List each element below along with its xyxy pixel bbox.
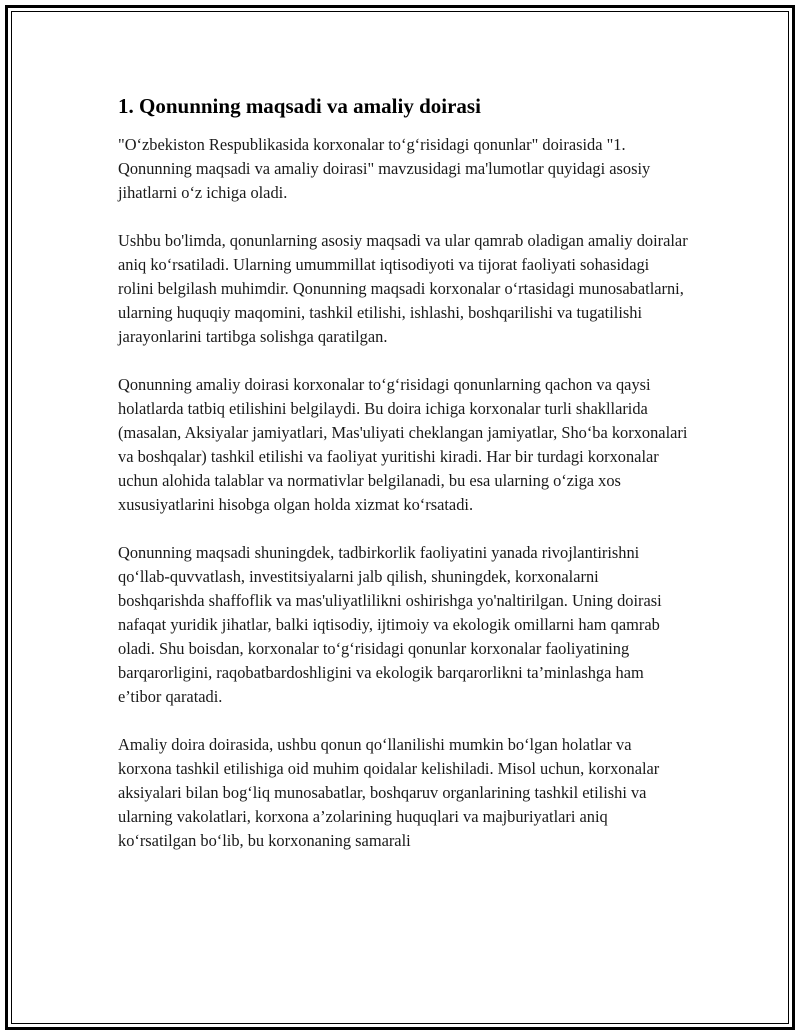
paragraph-goals: Qonunning maqsadi shuningdek, tadbirkorlik faoliyatini yanada rivojlantirishni qo‘llab-quvvatlash, investitsiyalarni jalb qilish, shuningdek, korxonalarni boshqarishda shaffoflik va mas'uliyatlilikni oshirishga yo'naltirilgan. Uning doirasi nafaqat yuridik jihatlar, balki iqtisodiy, ijtimoiy va ekologik omillarni ham qamrab oladi. Shu boisdan, korxonalar to‘g‘risidagi qonunlar korxonalar faoliyatining barqarorligini, raqobatbardoshligini va ekologik barqarorlikni ta’minlashga ham e’tibor qaratadi. (118, 543, 662, 706)
paragraph-intro: "O‘zbekiston Respublikasida korxonalar to‘g‘risidagi qonunlar" doirasida "1. Qonunning maqsadi va amaliy doirasi" mavzusidagi ma'lumotlar quyidagi asosiy jihatlarni o‘z ichiga oladi. (118, 135, 651, 202)
document-body (118, 93, 688, 877)
section-heading: 1. Qonunning maqsadi va amaliy doirasi (118, 94, 481, 118)
paragraph-application: Amaliy doira doirasida, ushbu qonun qo‘llanilishi mumkin bo‘lgan holatlar va korxona tashkil etilishiga oid muhim qoidalar kelishiladi. Misol uchun, korxonalar aksiyalari bilan bog‘liq munosabatlar, boshqaruv organlarining tashkil etilishi va ularning vakolatlari, korxona a’zolarining huquqlari va majburiyatlari aniq ko‘rsatilgan bo‘lib, bu korxonaning samarali (118, 735, 660, 850)
paragraph-scope: Qonunning amaliy doirasi korxonalar to‘g‘risidagi qonunlarning qachon va qaysi holatlarda tatbiq etilishini belgilaydi. Bu doira ichiga korxonalar turli shakllarida (masalan, Aksiyalar jamiyatlari, Mas'uliyati cheklangan jamiyatlar, Sho‘ba korxonalari va boshqalar) tashkil etilishi va faoliyat yuritishi kiradi. Har bir turdagi korxonalar uchun alohida talablar va normativlar belgilanadi, bu esa ularning o‘ziga xos xususiyatlarini hisobga olgan holda xizmat ko‘rsatadi. (118, 375, 688, 514)
paragraph-purpose: Ushbu bo'limda, qonunlarning asosiy maqsadi va ular qamrab oladigan amaliy doiralar aniq ko‘rsatiladi. Ularning umummillat iqtisodiyoti va tijorat faoliyati sohasidagi rolini belgilash muhimdir. Qonunning maqsadi korxonalar o‘rtasidagi munosabatlarni, ularning huquqiy maqomini, tashkil etilishi, ishlashi, boshqarilishi va tugatilishi jarayonlarini tartibga solishga qaratilgan. (118, 231, 688, 346)
